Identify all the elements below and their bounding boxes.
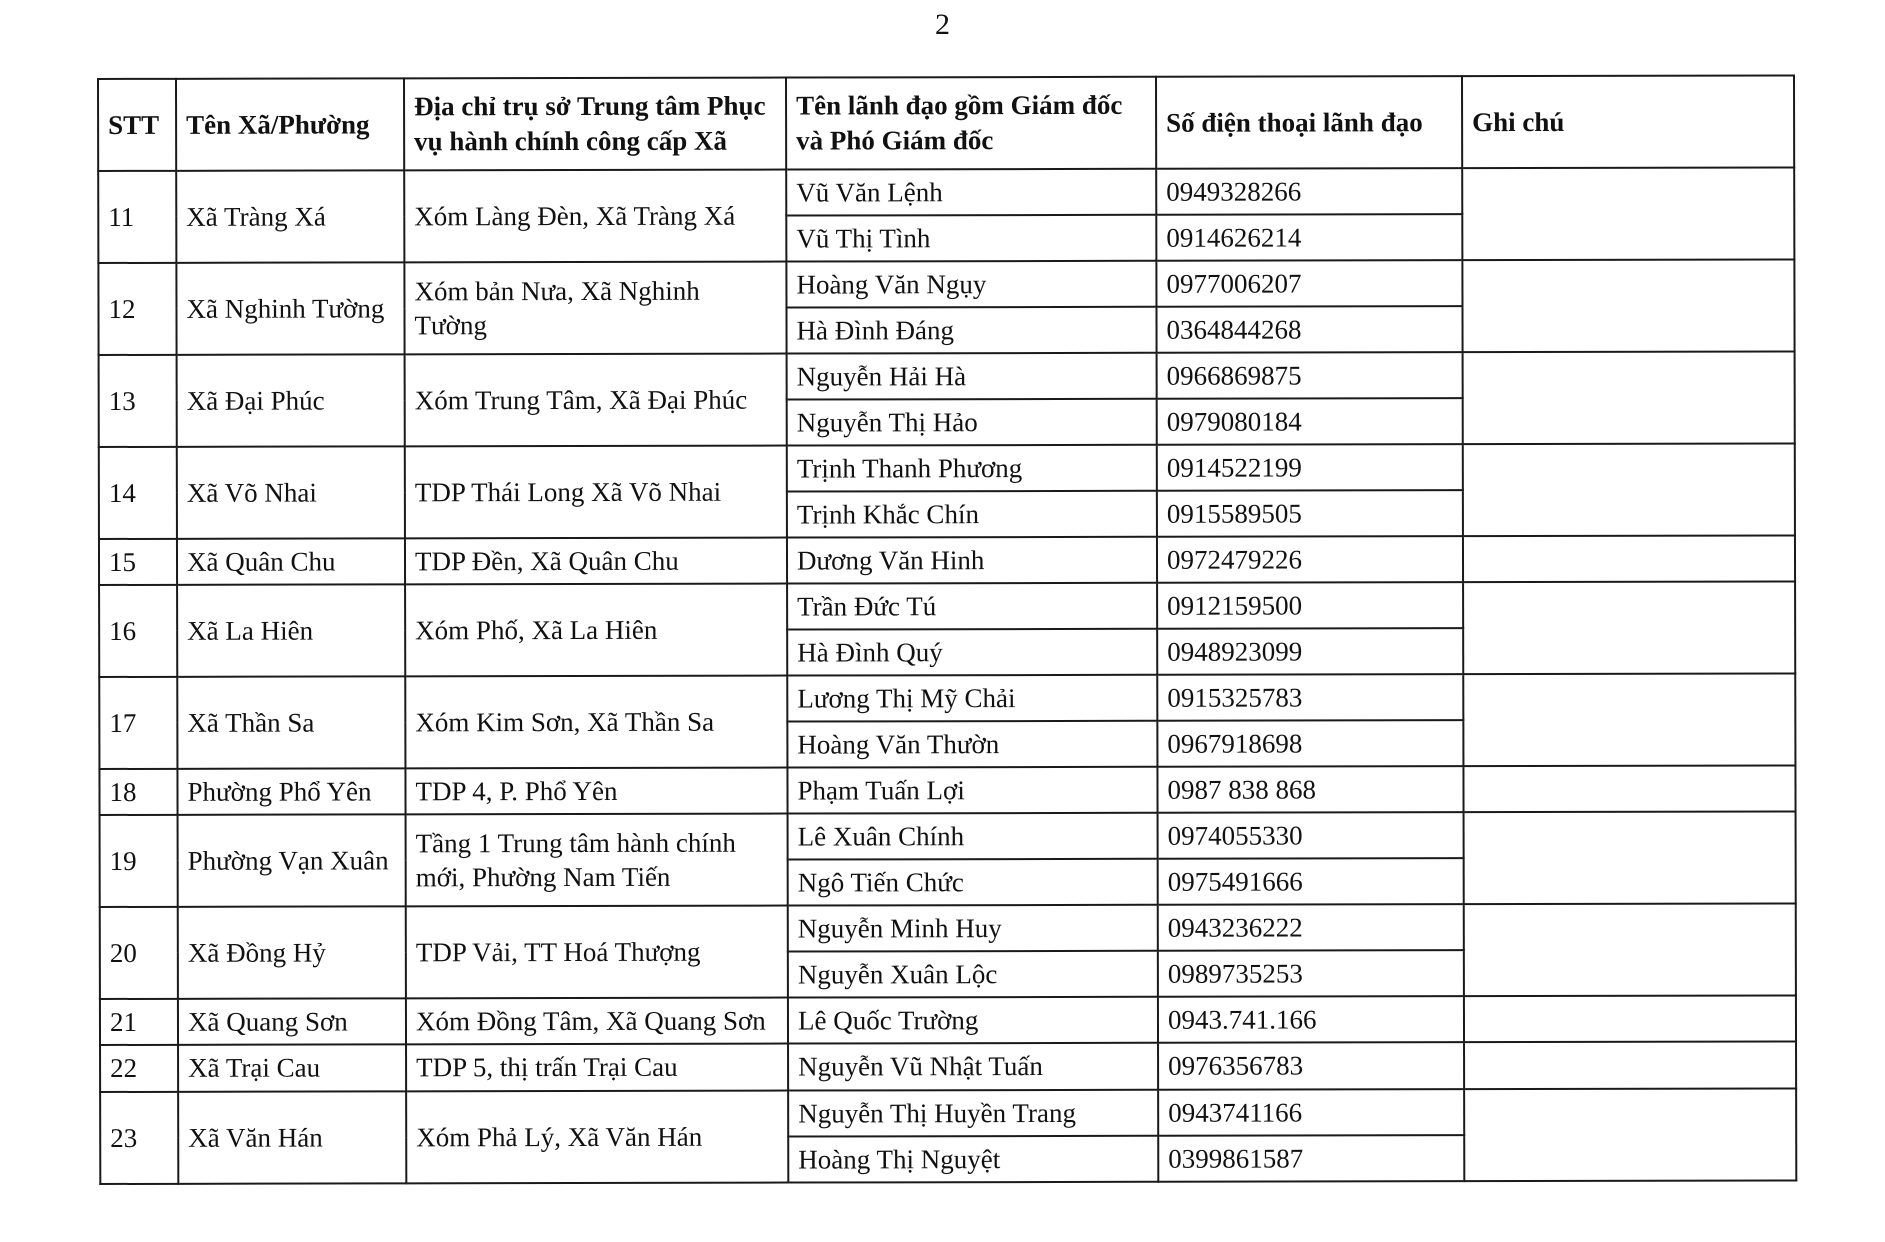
cell-leader-phone: 0943741166 xyxy=(1158,1089,1464,1136)
table-header xyxy=(98,75,1794,171)
cell-address: Xóm Phả Lý, Xã Văn Hán xyxy=(406,1090,788,1183)
cell-stt: 23 xyxy=(100,1091,178,1183)
cell-commune-name: Xã Quang Sơn xyxy=(178,999,406,1045)
cell-address: Xóm Phố, Xã La Hiên xyxy=(405,584,787,677)
cell-leader-phone: 0966869875 xyxy=(1157,352,1463,399)
table-row xyxy=(99,766,1795,816)
cell-leader-phone: 0912159500 xyxy=(1157,582,1463,629)
cell-commune-name: Xã Tràng Xá xyxy=(176,171,404,264)
cell-address: TDP Thái Long Xã Võ Nhai xyxy=(405,446,787,539)
cell-stt: 11 xyxy=(98,171,176,263)
cell-leader-name: Trần Đức Tú xyxy=(787,583,1157,630)
cell-address: Xóm bản Nưa, Xã Nghinh Tường xyxy=(404,262,786,355)
cell-address: Xóm Trung Tâm, Xã Đại Phúc xyxy=(405,354,787,447)
cell-leader-phone: 0979080184 xyxy=(1157,398,1463,445)
cell-leader-name: Vũ Văn Lệnh xyxy=(786,169,1156,216)
cell-address: Xóm Đồng Tâm, Xã Quang Sơn xyxy=(406,998,788,1045)
cell-leader-name: Nguyễn Xuân Lộc xyxy=(788,951,1158,998)
column-header-name: Tên Xã/Phường xyxy=(176,78,404,171)
cell-note xyxy=(1462,168,1794,261)
table-row xyxy=(98,168,1794,218)
cell-leader-name: Phạm Tuấn Lợi xyxy=(787,767,1157,814)
column-header-note: Ghi chú xyxy=(1462,75,1794,168)
cell-address: Tầng 1 Trung tâm hành chính mới, Phường Nam Tiến xyxy=(406,814,788,907)
cell-stt: 13 xyxy=(99,355,177,447)
cell-leader-name: Lê Quốc Trường xyxy=(788,997,1158,1044)
cell-leader-phone: 0914626214 xyxy=(1156,214,1462,261)
cell-leader-phone: 0977006207 xyxy=(1156,260,1462,307)
table-row xyxy=(99,444,1795,494)
cell-leader-name: Hoàng Thị Nguyệt xyxy=(788,1135,1158,1182)
cell-note xyxy=(1464,996,1796,1043)
table-row xyxy=(99,582,1795,632)
cell-commune-name: Xã Trại Cau xyxy=(178,1045,406,1091)
cell-commune-name: Xã Võ Nhai xyxy=(177,447,405,540)
table-row xyxy=(99,352,1795,402)
cell-commune-name: Xã Đồng Hỷ xyxy=(178,907,406,1000)
cell-leader-name: Nguyễn Minh Huy xyxy=(788,905,1158,952)
cell-leader-phone: 0975491666 xyxy=(1158,859,1464,906)
cell-stt: 17 xyxy=(99,677,177,769)
cell-note xyxy=(1463,766,1795,813)
commune-service-center-table xyxy=(97,74,1797,1184)
cell-note xyxy=(1463,352,1795,445)
cell-note xyxy=(1463,582,1795,675)
cell-leader-phone: 0943.741.166 xyxy=(1158,997,1464,1044)
cell-note xyxy=(1463,674,1795,767)
cell-leader-phone: 0967918698 xyxy=(1157,721,1463,768)
cell-commune-name: Xã Thần Sa xyxy=(177,677,405,770)
commune-service-center-table-wrapper xyxy=(97,74,1795,1184)
table-row xyxy=(100,1042,1796,1092)
table-row xyxy=(98,260,1794,310)
cell-stt: 15 xyxy=(99,539,177,585)
cell-address: TDP Vải, TT Hoá Thượng xyxy=(406,906,788,999)
cell-address: TDP Đền, Xã Quân Chu xyxy=(405,538,787,585)
cell-leader-name: Dương Văn Hinh xyxy=(787,537,1157,584)
cell-stt: 16 xyxy=(99,585,177,677)
cell-commune-name: Phường Vạn Xuân xyxy=(178,815,406,908)
table-row xyxy=(99,536,1795,586)
cell-commune-name: Xã Đại Phúc xyxy=(177,355,405,448)
cell-note xyxy=(1462,260,1794,353)
cell-leader-phone: 0943236222 xyxy=(1158,905,1464,952)
cell-commune-name: Phường Phổ Yên xyxy=(177,769,405,815)
cell-commune-name: Xã Nghinh Tường xyxy=(176,263,404,356)
cell-stt: 22 xyxy=(100,1045,178,1091)
cell-stt: 14 xyxy=(99,447,177,539)
cell-address: TDP 5, thị trấn Trại Cau xyxy=(406,1044,788,1091)
cell-leader-name: Trịnh Thanh Phương xyxy=(787,445,1157,492)
table-row xyxy=(99,674,1795,724)
cell-leader-name: Nguyễn Thị Hảo xyxy=(787,399,1157,446)
cell-stt: 21 xyxy=(100,999,178,1045)
column-header-phone: Số điện thoại lãnh đạo xyxy=(1156,76,1462,169)
cell-leader-name: Lương Thị Mỹ Chải xyxy=(787,675,1157,722)
cell-leader-name: Nguyễn Hải Hà xyxy=(787,353,1157,400)
cell-note xyxy=(1464,812,1796,905)
cell-stt: 12 xyxy=(98,263,176,355)
cell-note xyxy=(1464,1042,1796,1089)
cell-leader-phone: 0915325783 xyxy=(1157,674,1463,721)
cell-leader-name: Nguyễn Vũ Nhật Tuấn xyxy=(788,1043,1158,1090)
column-header-address: Địa chỉ trụ sở Trung tâm Phục vụ hành chính công cấp Xã xyxy=(404,78,786,171)
cell-leader-phone: 0949328266 xyxy=(1156,168,1462,215)
cell-leader-phone: 0989735253 xyxy=(1158,951,1464,998)
cell-leader-name: Hà Đình Đáng xyxy=(786,307,1156,354)
cell-leader-phone: 0399861587 xyxy=(1158,1135,1464,1182)
cell-stt: 20 xyxy=(100,907,178,999)
cell-leader-phone: 0972479226 xyxy=(1157,536,1463,583)
cell-address: Xóm Kim Sơn, Xã Thần Sa xyxy=(405,676,787,769)
cell-leader-phone: 0364844268 xyxy=(1156,306,1462,353)
table-row xyxy=(100,1088,1796,1138)
cell-note xyxy=(1463,444,1795,537)
table-header-row xyxy=(98,75,1794,171)
column-header-stt: STT xyxy=(98,79,176,171)
table-row xyxy=(100,812,1796,862)
column-header-leaders: Tên lãnh đạo gồm Giám đốc và Phó Giám đốc xyxy=(786,77,1156,170)
page-number: 2 xyxy=(935,8,950,41)
cell-leader-name: Hoàng Văn Ngụy xyxy=(786,261,1156,308)
cell-commune-name: Xã La Hiên xyxy=(177,585,405,678)
cell-leader-name: Ngô Tiến Chức xyxy=(788,859,1158,906)
cell-leader-name: Nguyễn Thị Huyền Trang xyxy=(788,1089,1158,1136)
cell-leader-phone: 0987 838 868 xyxy=(1157,767,1463,814)
cell-address: Xóm Làng Đèn, Xã Tràng Xá xyxy=(404,170,786,263)
table-body xyxy=(98,168,1796,1184)
cell-leader-name: Hoàng Văn Thườn xyxy=(787,721,1157,768)
cell-note xyxy=(1463,536,1795,583)
cell-address: TDP 4, P. Phổ Yên xyxy=(405,768,787,815)
cell-leader-phone: 0974055330 xyxy=(1158,813,1464,860)
cell-leader-name: Hà Đình Quý xyxy=(787,629,1157,676)
cell-leader-name: Lê Xuân Chính xyxy=(788,813,1158,860)
cell-leader-name: Vũ Thị Tình xyxy=(786,215,1156,262)
table-row xyxy=(100,904,1796,954)
cell-note xyxy=(1464,904,1796,997)
cell-stt: 19 xyxy=(100,815,178,907)
table-row xyxy=(100,996,1796,1046)
cell-leader-phone: 0976356783 xyxy=(1158,1043,1464,1090)
cell-leader-phone: 0948923099 xyxy=(1157,628,1463,675)
cell-leader-name: Trịnh Khắc Chín xyxy=(787,491,1157,538)
cell-commune-name: Xã Văn Hán xyxy=(178,1091,406,1184)
cell-stt: 18 xyxy=(99,769,177,815)
cell-leader-phone: 0914522199 xyxy=(1157,444,1463,491)
cell-commune-name: Xã Quân Chu xyxy=(177,539,405,585)
cell-note xyxy=(1464,1088,1796,1181)
cell-leader-phone: 0915589505 xyxy=(1157,490,1463,537)
